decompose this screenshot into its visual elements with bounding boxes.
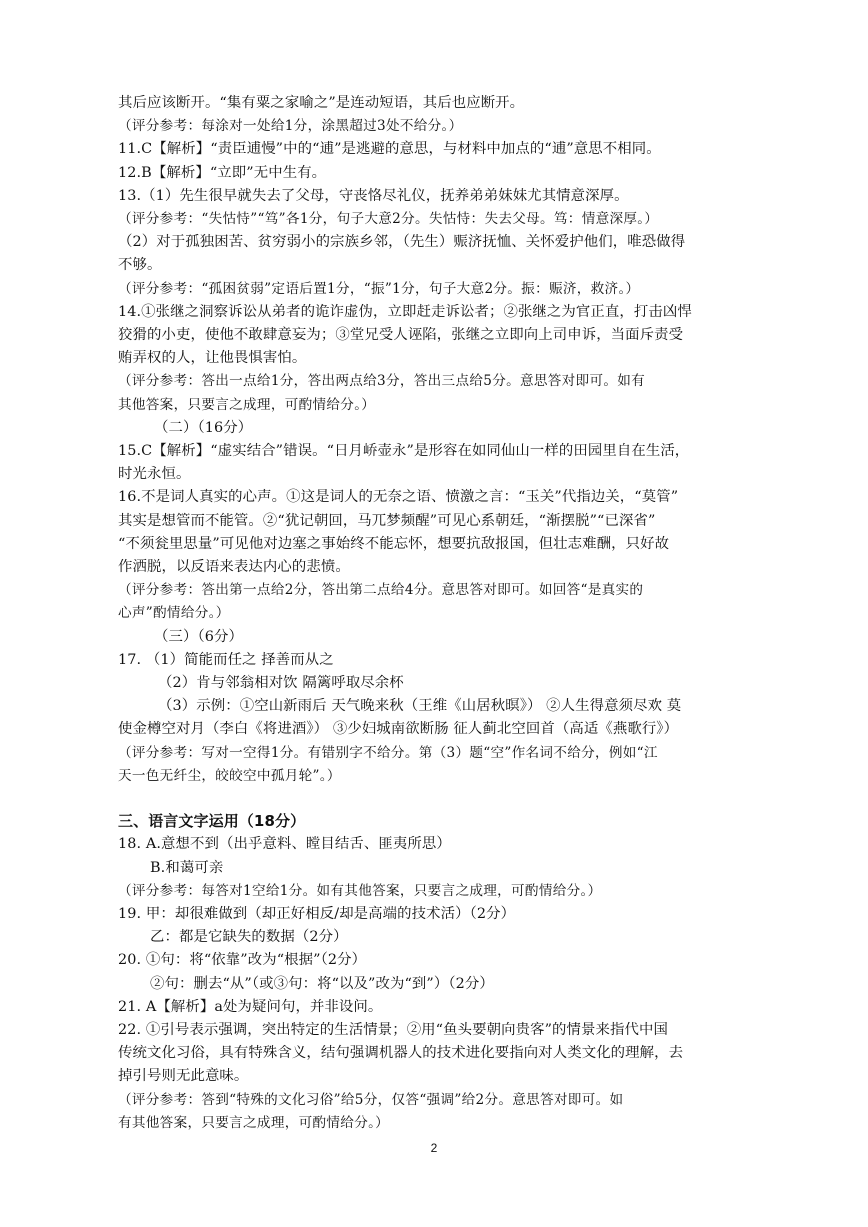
text-line: 20. ①句：将“依靠”改为“根据”（2分） — [118, 952, 367, 969]
scoring-note-line: （评分参考：答出一点给1分，答出两点给3分，答出三点给5分。意思答对即可。如有 — [118, 373, 646, 390]
text-line: 作洒脱，以反语来表达内心的悲愤。 — [118, 559, 350, 576]
text-line: 16.不是词人真实的心声。①这是词人的无奈之语、愤激之言：“玉关”代指边关，“莫管” — [118, 489, 679, 506]
text-line: 17. （1）简能而任之 择善而从之 — [118, 651, 334, 668]
text-line: 乙：都是它缺失的数据（2分） — [150, 929, 348, 946]
text-line: 21. A【解析】a处为疑问句，并非设问。 — [118, 998, 383, 1015]
scoring-note-line: （评分参考：答出第一点给2分，答出第二点给4分。意思答对即可。如回答“是真实的 — [118, 582, 644, 599]
text-line: 狡猾的小吏，使他不敢肆意妄为；③堂兄受人诬陷，张继之立即向上司申诉，当面斥责受 — [118, 327, 684, 344]
text-line: （二）（16分） — [154, 419, 253, 436]
scoring-note-line: 有其他答案，只要言之成理，可酌情给分。） — [118, 1114, 390, 1131]
text-line: 18. A.意想不到（出乎意料、瞠目结舌、匪夷所思） — [118, 836, 451, 853]
page-number: 2 — [430, 1141, 438, 1155]
section-heading: 三、语言文字运用（18分） — [118, 812, 306, 831]
text-line: “不须瓮里思量”可见他对边塞之事始终不能忘怀，想要抗敌报国，但壮志难酬，只好故 — [118, 535, 670, 552]
text-line: 13.（1）先生很早就失去了父母，守丧恪尽礼仪，抚养弟弟妹妹尤其情意深厚。 — [118, 187, 629, 204]
scoring-note-line: （评分参考：写对一空得1分。有错别字不给分。第（3）题“空”作名词不给分，例如“江 — [118, 744, 658, 761]
scoring-note-line: 其他答案，只要言之成理，可酌情给分。） — [118, 396, 376, 413]
text-line: （2）肯与邻翁相对饮 隔篱呼取尽余杯 — [158, 675, 404, 692]
text-line: 掉引号则无此意味。 — [118, 1068, 249, 1085]
scoring-note-line: 心声”酌情给分。） — [118, 605, 230, 622]
scoring-note-line: 天一色无纤尘，皎皎空中孤月轮”。） — [118, 767, 341, 784]
text-line: 15.C【解析】“虚实结合”错误。“日月峤壶永”是形容在如同仙山一样的田园里自在生活， — [118, 443, 690, 460]
scoring-note-line: （评分参考：“失怙恃”“笃”各1分，句子大意2分。失怙恃：失去父母。笃：情意深厚。） — [118, 211, 659, 228]
text-line: 14.①张继之洞察诉讼从弟者的诡诈虚伪，立即赶走诉讼者；②张继之为官正直，打击凶悍 — [118, 303, 692, 320]
text-line: 不够。 — [118, 257, 162, 274]
text-line: （3）示例：①空山新雨后 天气晚来秋（王维《山居秋暝》） ②人生得意须尽欢 莫 — [158, 698, 682, 715]
answer-key-body — [118, 92, 758, 1135]
scoring-note-line: （评分参考：答到“特殊的文化习俗”给5分，仅答“强调”给2分。意思答对即可。如 — [118, 1091, 624, 1108]
text-line: 19. 甲：却很难做到（却正好相反/却是高端的技术活）（2分） — [118, 905, 516, 922]
text-line: （2）对于孤独困苦、贫穷弱小的宗族乡邻，（先生）赈济抚恤、关怀爱护他们，唯恐做得 — [118, 234, 686, 251]
text-line: 22. ①引号表示强调，突出特定的生活情景；②用“鱼头要朝向贵客”的情景来指代中国 — [118, 1021, 668, 1038]
scoring-note-line: （评分参考：每答对1空给1分。如有其他答案，只要言之成理，可酌情给分。） — [118, 882, 602, 899]
scoring-note-line: （评分参考：“孤困贫弱”定语后置1分，“振”1分，句子大意2分。振：赈济，救济。） — [118, 280, 640, 297]
text-line: 使金樽空对月（李白《将进酒》） ③少妇城南欲断肠 征人蓟北空回首（高适《燕歌行》） — [118, 721, 679, 738]
scoring-note-line: （评分参考：每涂对一处给1分，涂黑超过3处不给分。） — [118, 118, 463, 135]
text-line: 其实是想管而不能管。②“犹记朝回，马兀梦频醒”可见心系朝廷，“渐摆脱”“已深省” — [118, 512, 656, 529]
text-line: ②句：删去“从”（或③句：将“以及”改为“到”）（2分） — [150, 975, 494, 992]
text-line: 其后应该断开。“集有粟之家喻之”是连动短语，其后也应断开。 — [118, 95, 525, 111]
text-line: 传统文化习俗，具有特殊含义，结句强调机器人的技术进化要指向对人类文化的理解，去 — [118, 1045, 684, 1062]
text-line: （三）（6分） — [154, 628, 243, 645]
text-line: 11.C【解析】“责臣逋慢”中的“逋”是逃避的意思，与材料中加点的“逋”意思不相同。 — [118, 141, 661, 158]
text-line: 贿弄权的人，让他畏惧害怕。 — [118, 350, 307, 367]
text-line: 时光永恒。 — [118, 466, 191, 483]
text-line: B.和蔼可亲 — [150, 859, 224, 876]
text-line: 12.B【解析】“立即”无中生有。 — [118, 164, 327, 181]
